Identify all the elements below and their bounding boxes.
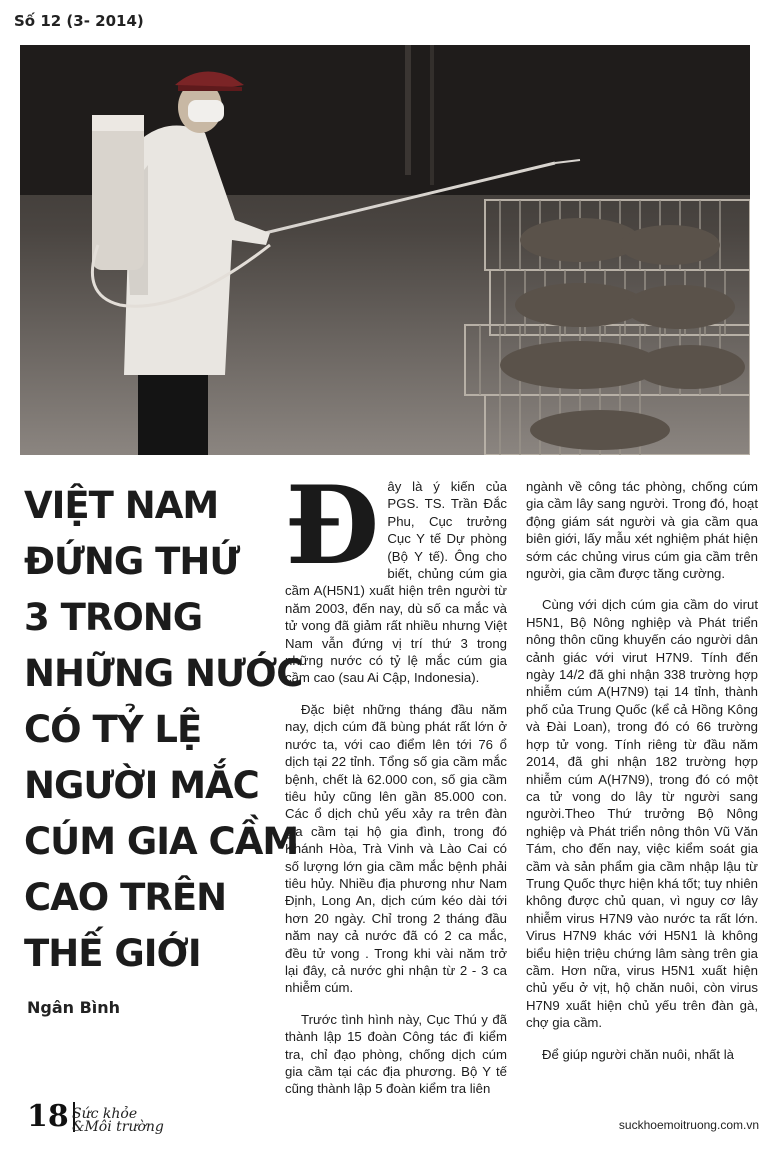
article-paragraph: Trước tình hình này, Cục Thú y đã thành lập 15 đoàn Công tác đi kiểm tra, chỉ đạo phòng, chống dịch cúm gia cầm tại các địa phương. Bộ Y tế cũng thành lập 5 đoàn kiểm tra liên: [285, 1011, 507, 1097]
headline-line: CÚM GIA CẦM: [24, 820, 299, 863]
article-headline: [24, 478, 303, 982]
author-byline: Ngân Bình: [27, 998, 121, 1017]
headline-line: CÓ TỶ LỆ: [24, 708, 202, 751]
headline-line: 3 TRONG: [24, 596, 203, 639]
article-paragraph: Để giúp người chăn nuôi, nhất là: [542, 1046, 734, 1062]
drop-cap: Đ: [285, 463, 380, 589]
headline-line: CAO TRÊN: [24, 876, 227, 919]
article-paragraph: [285, 463, 507, 687]
headline-line: ĐỨNG THỨ: [24, 540, 240, 583]
headline-line: NHỮNG NƯỚC: [24, 652, 303, 695]
headline-line: VIỆT NAM: [24, 484, 219, 527]
article-paragraph: Đặc biệt những tháng đầu năm nay, dịch cúm đã bùng phát rất lớn ở nước ta, với cao điểm lên tới 76 ổ dịch tại 22 tỉnh. Tổng số gia cầm mắc bệnh, chết là 62.000 con, số gia cầm tiêu hủy cũng lên gần 85.000 con. Các ổ dịch chủ yếu xảy ra trên đàn gia cầm tại hộ gia đình, trong đó Khánh Hòa, Trà Vinh và Lào Cai có số lượng lớn gia cầm mắc bệnh phải tiêu hủy. Nhiều địa phương như Nam Định, Long An, dịch cúm kéo dài tới hơn 20 ngày. Chỉ trong 2 tháng đầu năm nay cả nước đã có 2 ca mắc, đều tử vong . Trong khi vài năm trở lại đây, cả nước ghi nhận từ 2 - 3 ca nhiễm cúm.: [285, 701, 507, 996]
article-column-2: [526, 478, 758, 1077]
photo-poultry-disinfection-icon: [20, 45, 750, 455]
issue-label: Số 12 (3- 2014): [14, 12, 144, 30]
headline-line: NGƯỜI MẮC: [24, 764, 259, 807]
page-number: 18: [27, 1102, 75, 1132]
article-column-1: [285, 463, 507, 1112]
magazine-logo: [72, 1108, 164, 1134]
brand-line: &Môi trường: [72, 1119, 164, 1135]
paragraph-text: ây là ý kiến của PGS. TS. Trần Đắc Phu, Cục trưởng Cục Y tế Dự phòng (Bộ Y tế). Ông cho biết, chủng cúm gia cầm A(H5N1) xuất hiện trên người từ năm 2003, đến nay, dù số ca mắc và tử vong đã giảm rất nhiều nhưng Việt Nam vẫn đứng vị trí thứ 3 trong những nước có tỷ lệ mắc cúm gia cầm cao (sau Ai Cập, Indonesia).: [285, 479, 507, 686]
brand-line: Sức khỏe: [72, 1106, 138, 1122]
website-url: suckhoemoitruong.com.vn: [618, 1118, 759, 1132]
headline-line: THẾ GIỚI: [24, 932, 201, 975]
article-photo: [20, 45, 750, 455]
article-paragraph: Cùng với dịch cúm gia cầm do virut H5N1, Bộ Nông nghiệp và Phát triển nông thôn cũng khuyến cáo người dân cảnh giác với virut H7N9. Tính đến ngày 14/2 đã ghi nhận 338 trường hợp nhiễm cúm A(H7N9) tại 14 tỉnh, thành phố của Trung Quốc (kể cả Hồng Kông và Đài Loan), trong đó có 66 trường hợp tử vong. Tính riêng từ đầu năm 2014, đã ghi nhận 182 trường hợp nhiễm cúm A(H7N9), trong đó có một ca tử vong do lây từ người sang người.Theo Thứ trưởng Bộ Nông nghiệp và Phát triển nông thôn Vũ Văn Tám, cho đến nay, việc kiểm soát gia cầm và sản phẩm gia cầm nhập lậu từ Trung Quốc thực hiện khá tốt; tuy nhiên không được chủ quan, vì nguy cơ lây nhiễm virus H7N9 vào nước ta rất lớn. Virus H7N9 khác với H5N1 là không biểu hiện triệu chứng lâm sàng trên gia cầm. Hơn nữa, virus H5N1 xuất hiện chủ yếu ở vịt, hộ chăn nuôi, còn virus H7N9 xuất hiện chủ yếu trên đàn gà, chợ gia cầm.: [526, 597, 758, 1031]
article-paragraph: ngành về công tác phòng, chống cúm gia cầm lây sang người. Trong đó, hoạt động giám sát người và gia cầm qua biên giới, lấy mẫu xét nghiệm phát hiện sớm các chủng virus cúm gia cầm trên người, gia cầm được tăng cường.: [526, 479, 758, 582]
